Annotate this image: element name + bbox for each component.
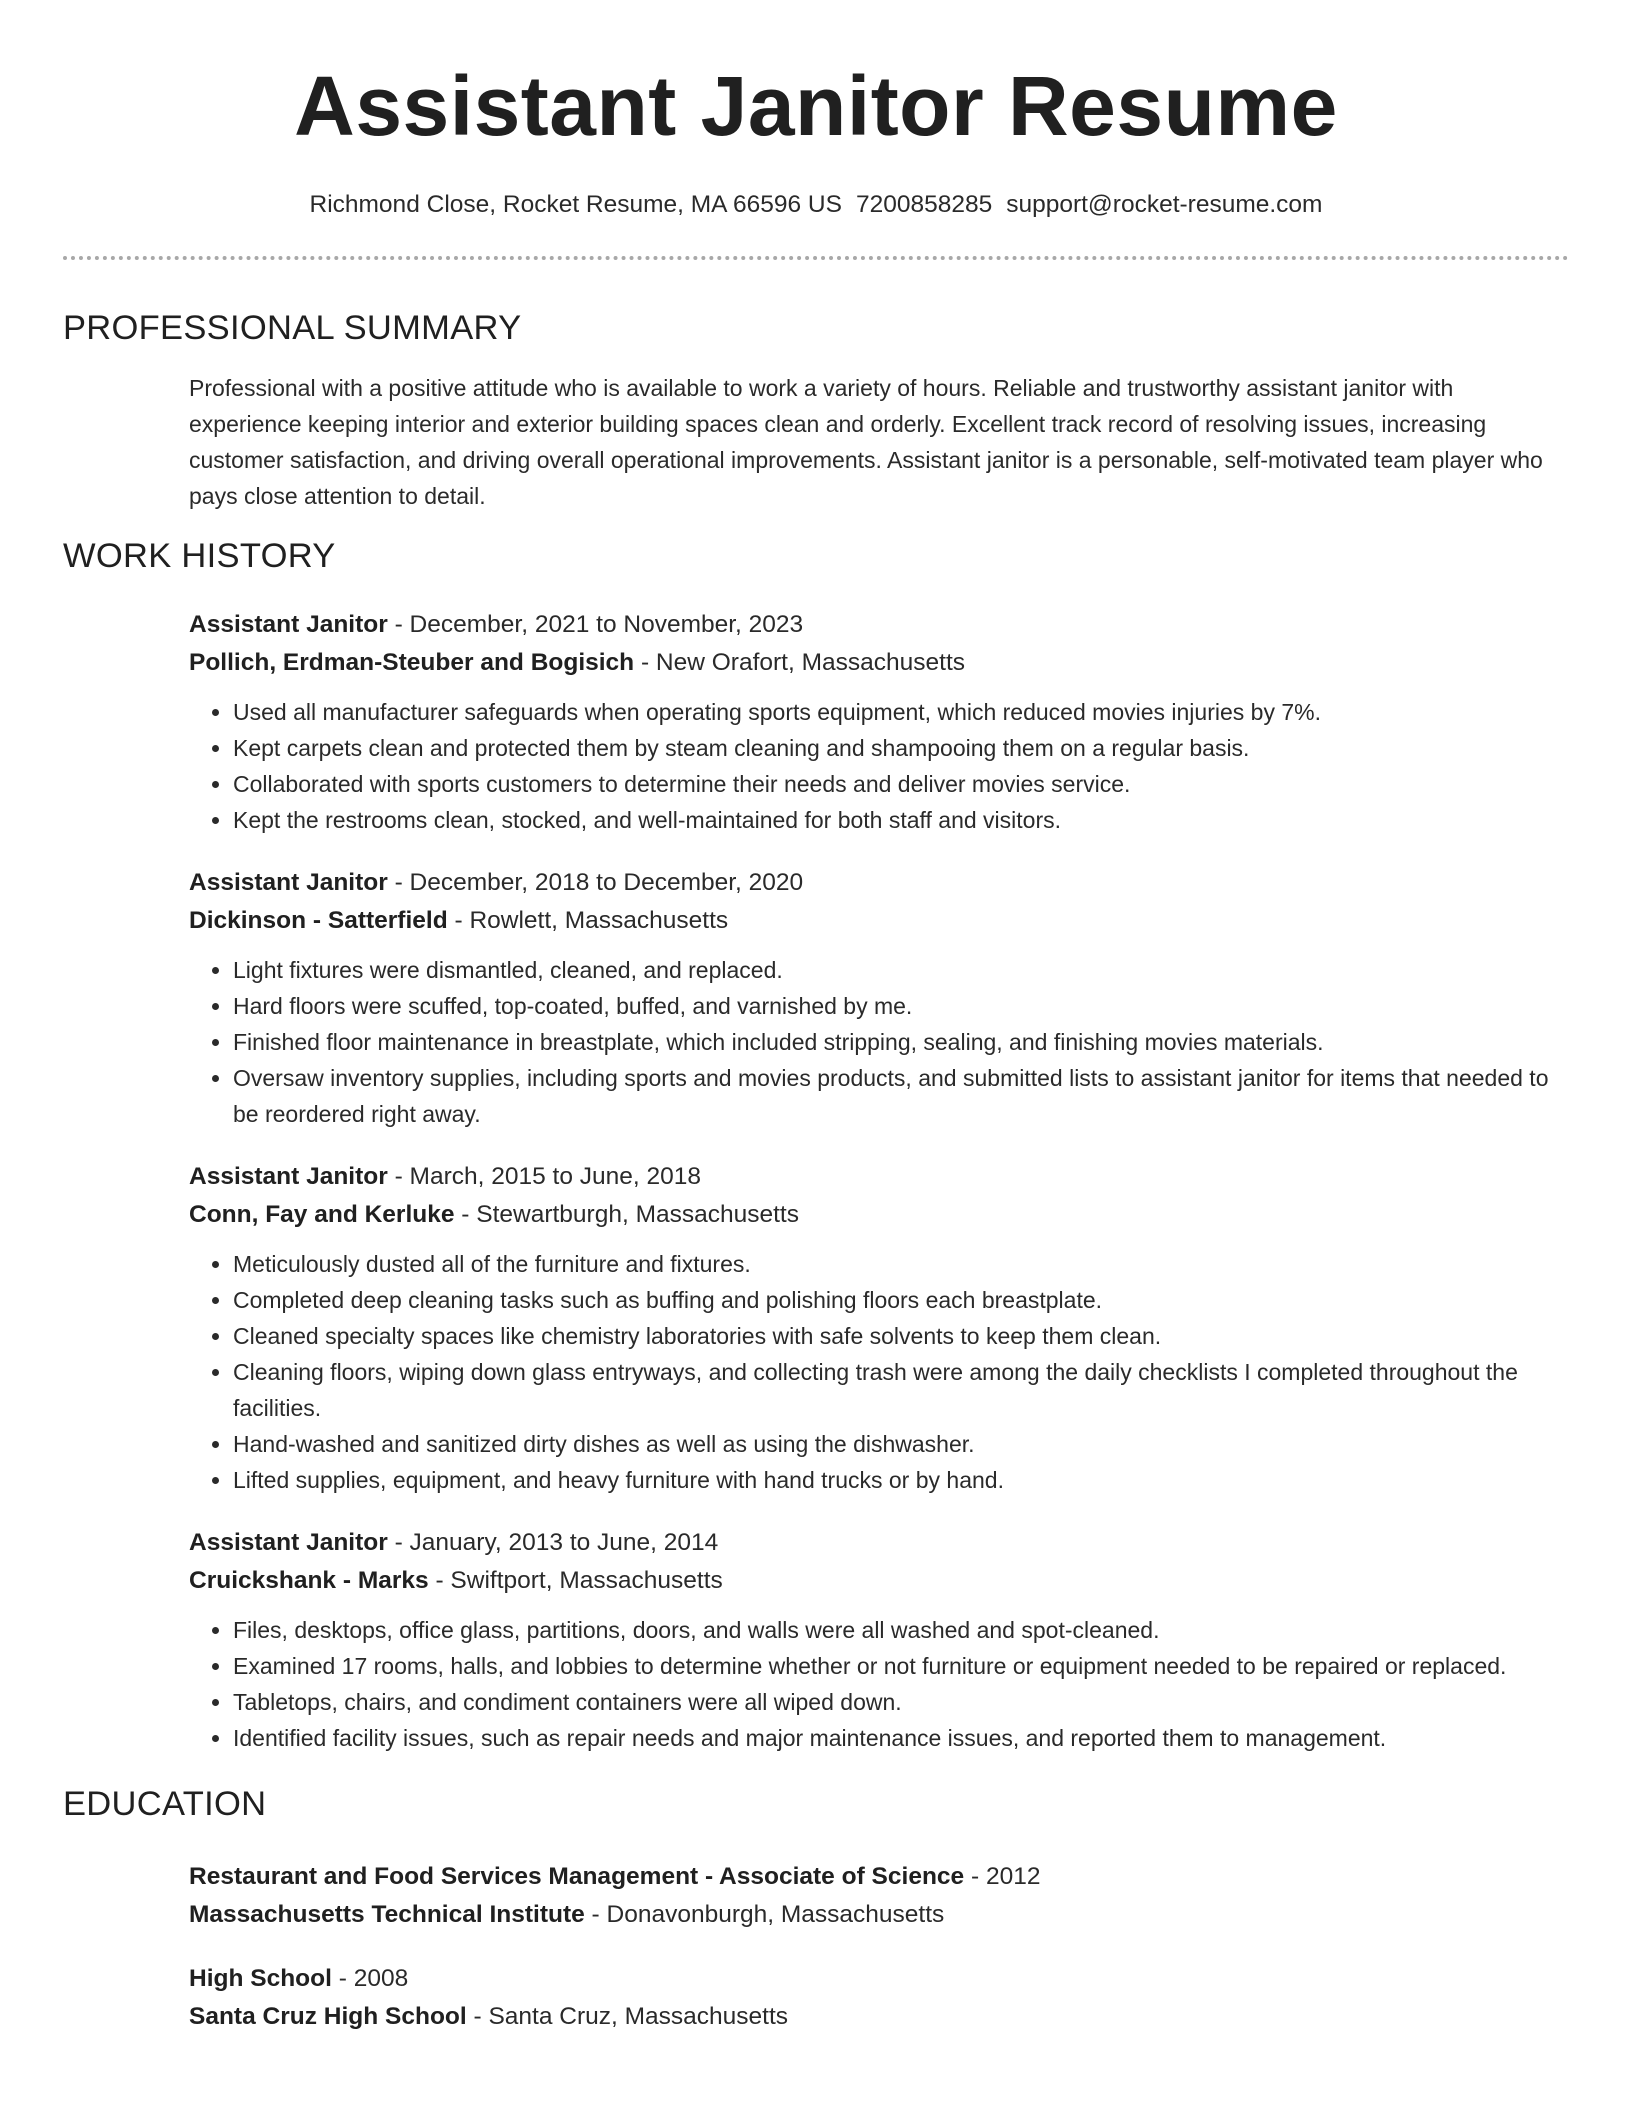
job-entry xyxy=(189,864,1569,1132)
job-bullet: • Hard floors were scuffed, top-coated, buffed, and varnished by me. xyxy=(233,988,1569,1024)
job-bullet: • Finished floor maintenance in breastplate, which included stripping, sealing, and finishing movies materials. xyxy=(233,1024,1569,1060)
job-role-line xyxy=(189,1524,1569,1562)
work-history-list xyxy=(189,606,1569,1756)
education-entry xyxy=(189,1960,1569,2036)
job-role-line xyxy=(189,864,1569,902)
job-bullet: • Completed deep cleaning tasks such as buffing and polishing floors each breastplate. xyxy=(233,1282,1569,1318)
job-bullet: • Oversaw inventory supplies, including sports and movies products, and submitted lists to assistant janitor for items that needed to be reordered right away. xyxy=(233,1060,1569,1132)
job-role: Assistant Janitor xyxy=(189,611,388,638)
resume-title: Assistant Janitor Resume xyxy=(294,59,1338,153)
job-bullets xyxy=(189,1612,1569,1756)
education-school-line xyxy=(189,1998,1569,2036)
education-location: - Santa Cruz, Massachusetts xyxy=(466,2003,789,2030)
contact-email: support@rocket-resume.com xyxy=(1006,191,1323,218)
education-degree-line xyxy=(189,1960,1569,1998)
job-bullet: • Lifted supplies, equipment, and heavy furniture with hand trucks or by hand. xyxy=(233,1462,1569,1498)
job-role: Assistant Janitor xyxy=(189,1529,388,1556)
job-bullets xyxy=(189,952,1569,1132)
header-divider xyxy=(63,256,1569,260)
job-company-line xyxy=(189,902,1569,940)
job-company-line xyxy=(189,644,1569,682)
education-school: Santa Cruz High School xyxy=(189,2003,467,2030)
job-company-line xyxy=(189,1562,1569,1600)
education-year: - 2012 xyxy=(964,1863,1041,1890)
job-role-line xyxy=(189,606,1569,644)
job-dates: - January, 2013 to June, 2014 xyxy=(387,1529,719,1556)
job-dates: - December, 2021 to November, 2023 xyxy=(387,611,804,638)
job-location: - Swiftport, Massachusetts xyxy=(428,1567,723,1594)
job-bullet: • Kept the restrooms clean, stocked, and well-maintained for both staff and visitors. xyxy=(233,802,1569,838)
job-entry xyxy=(189,1524,1569,1756)
job-bullet: • Files, desktops, office glass, partitions, doors, and walls were all washed and spot-cleaned. xyxy=(233,1612,1569,1648)
job-role-line xyxy=(189,1158,1569,1196)
job-company: Pollich, Erdman-Steuber and Bogisich xyxy=(189,649,635,676)
job-company-line xyxy=(189,1196,1569,1234)
section-title-summary: PROFESSIONAL SUMMARY xyxy=(63,309,522,347)
job-company: Dickinson - Satterfield xyxy=(189,907,448,934)
job-dates: - December, 2018 to December, 2020 xyxy=(387,869,804,896)
education-degree: Restaurant and Food Services Management - Associate of Science xyxy=(189,1863,965,1890)
education-degree: High School xyxy=(189,1965,332,1992)
job-company: Cruickshank - Marks xyxy=(189,1567,429,1594)
job-bullet: • Light fixtures were dismantled, cleaned, and replaced. xyxy=(233,952,1569,988)
job-dates: - March, 2015 to June, 2018 xyxy=(387,1163,702,1190)
section-title-work-history: WORK HISTORY xyxy=(63,537,336,575)
job-bullet: • Collaborated with sports customers to determine their needs and deliver movies service. xyxy=(233,766,1569,802)
job-bullet: • Kept carpets clean and protected them by steam cleaning and shampooing them on a regular basis. xyxy=(233,730,1569,766)
job-location: - New Orafort, Massachusetts xyxy=(634,649,966,676)
job-location: - Rowlett, Massachusetts xyxy=(447,907,729,934)
job-bullet: • Hand-washed and sanitized dirty dishes as well as using the dishwasher. xyxy=(233,1426,1569,1462)
education-year: - 2008 xyxy=(331,1965,409,1992)
education-school: Massachusetts Technical Institute xyxy=(189,1901,585,1928)
job-entry xyxy=(189,606,1569,838)
job-bullet: • Cleaning floors, wiping down glass entryways, and collecting trash were among the daily checklists I completed throughout the facilities. xyxy=(233,1354,1569,1426)
job-company: Conn, Fay and Kerluke xyxy=(189,1201,455,1228)
education-school-line xyxy=(189,1896,1569,1934)
job-role: Assistant Janitor xyxy=(189,1163,388,1190)
job-bullet: • Used all manufacturer safeguards when operating sports equipment, which reduced movies injuries by 7%. xyxy=(233,694,1569,730)
job-bullet: • Examined 17 rooms, halls, and lobbies to determine whether or not furniture or equipment needed to be repaired or replaced. xyxy=(233,1648,1569,1684)
job-bullets xyxy=(189,694,1569,838)
education-entry xyxy=(189,1858,1569,1934)
job-bullet: • Meticulously dusted all of the furniture and fixtures. xyxy=(233,1246,1569,1282)
summary-text: Professional with a positive attitude who is available to work a variety of hours. Reliable and trustworthy assistant janitor with experience keeping interior and exterior building spaces clean and orderly. Excellent track record of resolving issues, increasing customer satisfaction, and driving overall operational improvements. Assistant janitor is a personable, self-motivated team player who pays close attention to detail. xyxy=(189,375,1543,509)
job-entry xyxy=(189,1158,1569,1498)
job-location: - Stewartburgh, Massachusetts xyxy=(454,1201,799,1228)
job-role: Assistant Janitor xyxy=(189,869,388,896)
contact-line xyxy=(0,190,1632,220)
job-bullet: • Tabletops, chairs, and condiment containers were all wiped down. xyxy=(233,1684,1569,1720)
contact-address: Richmond Close, Rocket Resume, MA 66596 US xyxy=(309,191,842,218)
contact-phone: 7200858285 xyxy=(855,191,993,218)
education-degree-line xyxy=(189,1858,1569,1896)
education-list xyxy=(189,1858,1569,2036)
job-bullet: • Identified facility issues, such as repair needs and major maintenance issues, and reported them to management. xyxy=(233,1720,1569,1756)
job-bullet: • Cleaned specialty spaces like chemistry laboratories with safe solvents to keep them clean. xyxy=(233,1318,1569,1354)
education-location: - Donavonburgh, Massachusetts xyxy=(584,1901,945,1928)
section-title-education: EDUCATION xyxy=(63,1785,267,1823)
job-bullets xyxy=(189,1246,1569,1498)
